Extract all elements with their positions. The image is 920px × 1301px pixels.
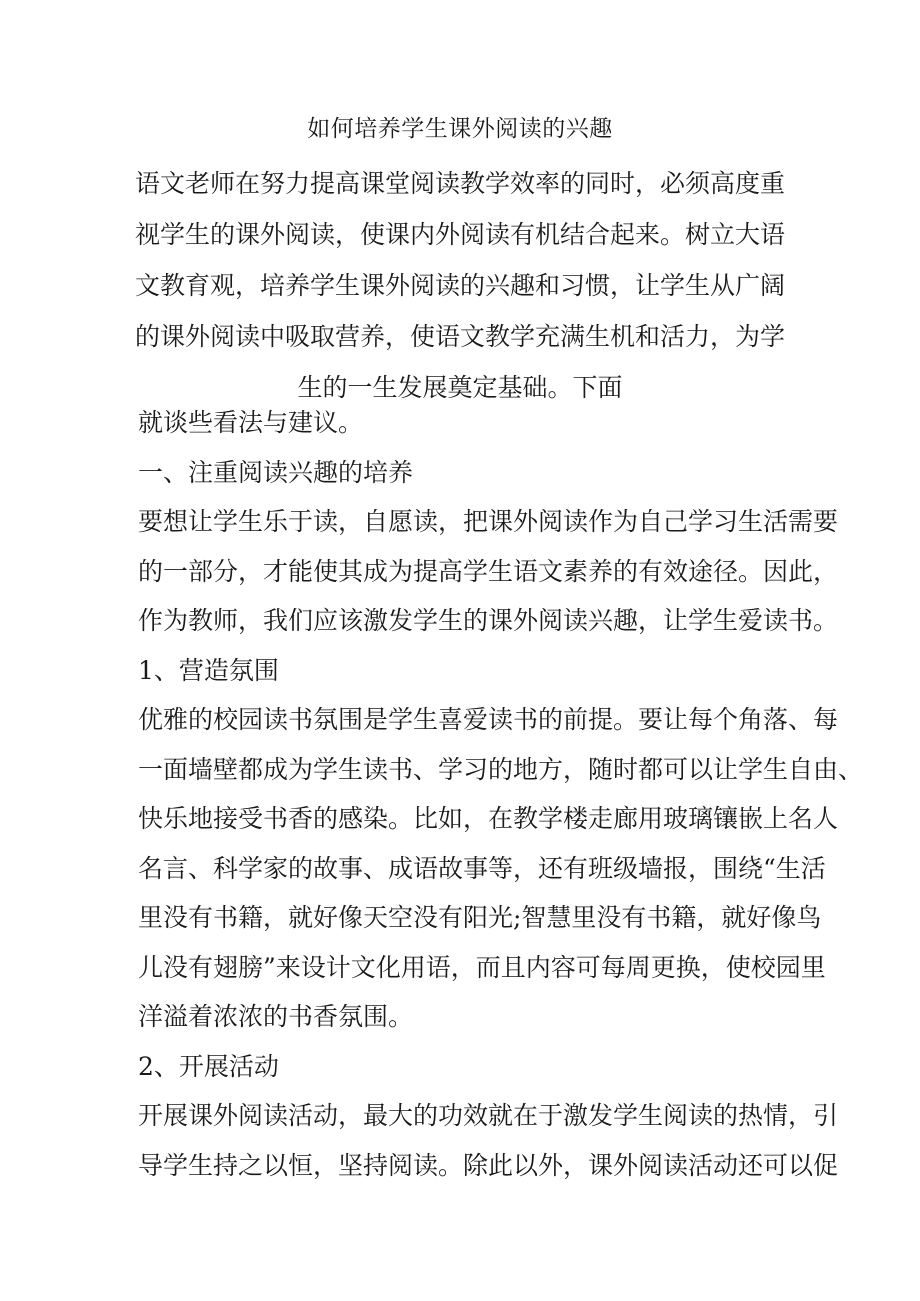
body-line: 一面墙壁都成为学生读书、学习的地方，随时都可以让学生自由、 [138,754,864,784]
body-line: 就谈些看法与建议。 [138,408,364,437]
subsection-heading: 1、营造氛围 [138,655,279,685]
document-title: 如何培养学生课外阅读的兴趣 [307,116,613,142]
body-line: 儿没有翅膀”来设计文化用语，而且内容可每周更换，使校园里 [138,952,826,982]
body-line: 名言、科学家的故事、成语故事等，还有班级墙报，围绕“生活 [138,853,826,883]
section-heading: 一、注重阅读兴趣的培养 [138,457,414,487]
body-line: 导学生持之以恒，坚持阅读。除此以外，课外阅读活动还可以促 [138,1150,839,1180]
body-line: 的一部分，才能使其成为提高学生语文素养的有效途径。因此， [138,556,839,586]
subsection-heading: 2、开展活动 [138,1051,279,1081]
intro-line: 语文老师在努力提高课堂阅读教学效率的同时，必须高度重 [134,169,785,198]
intro-line: 文教育观，培养学生课外阅读的兴趣和习惯，让学生从广阔 [134,271,785,300]
body-line: 开展课外阅读活动，最大的功效就在于激发学生阅读的热情，引 [138,1101,839,1130]
body-line: 作为教师，我们应该激发学生的课外阅读兴趣，让学生爱读书。 [138,606,839,635]
body-line: 优雅的校园读书氛围是学生喜爱读书的前提。要让每个角落、每 [138,705,839,734]
intro-paragraph [0,158,920,413]
intro-line: 视学生的课外阅读，使课内外阅读有机结合起来。树立大语 [134,220,785,249]
intro-line: 的课外阅读中吸取营养，使语文教学充满生机和活力，为学 [134,322,785,351]
body-text [138,398,864,1190]
body-line: 洋溢着浓浓的书香氛围。 [138,1002,414,1031]
body-line: 要想让学生乐于读，自愿读，把课外阅读作为自己学习生活需要 [138,507,839,536]
intro-line: 生的一生发展奠定基础。下面 [297,373,623,402]
body-line: 里没有书籍，就好像天空没有阳光;智慧里没有书籍，就好像鸟 [138,903,822,932]
body-line: 快乐地接受书香的感染。比如，在教学楼走廊用玻璃镶嵌上名人 [138,804,839,833]
